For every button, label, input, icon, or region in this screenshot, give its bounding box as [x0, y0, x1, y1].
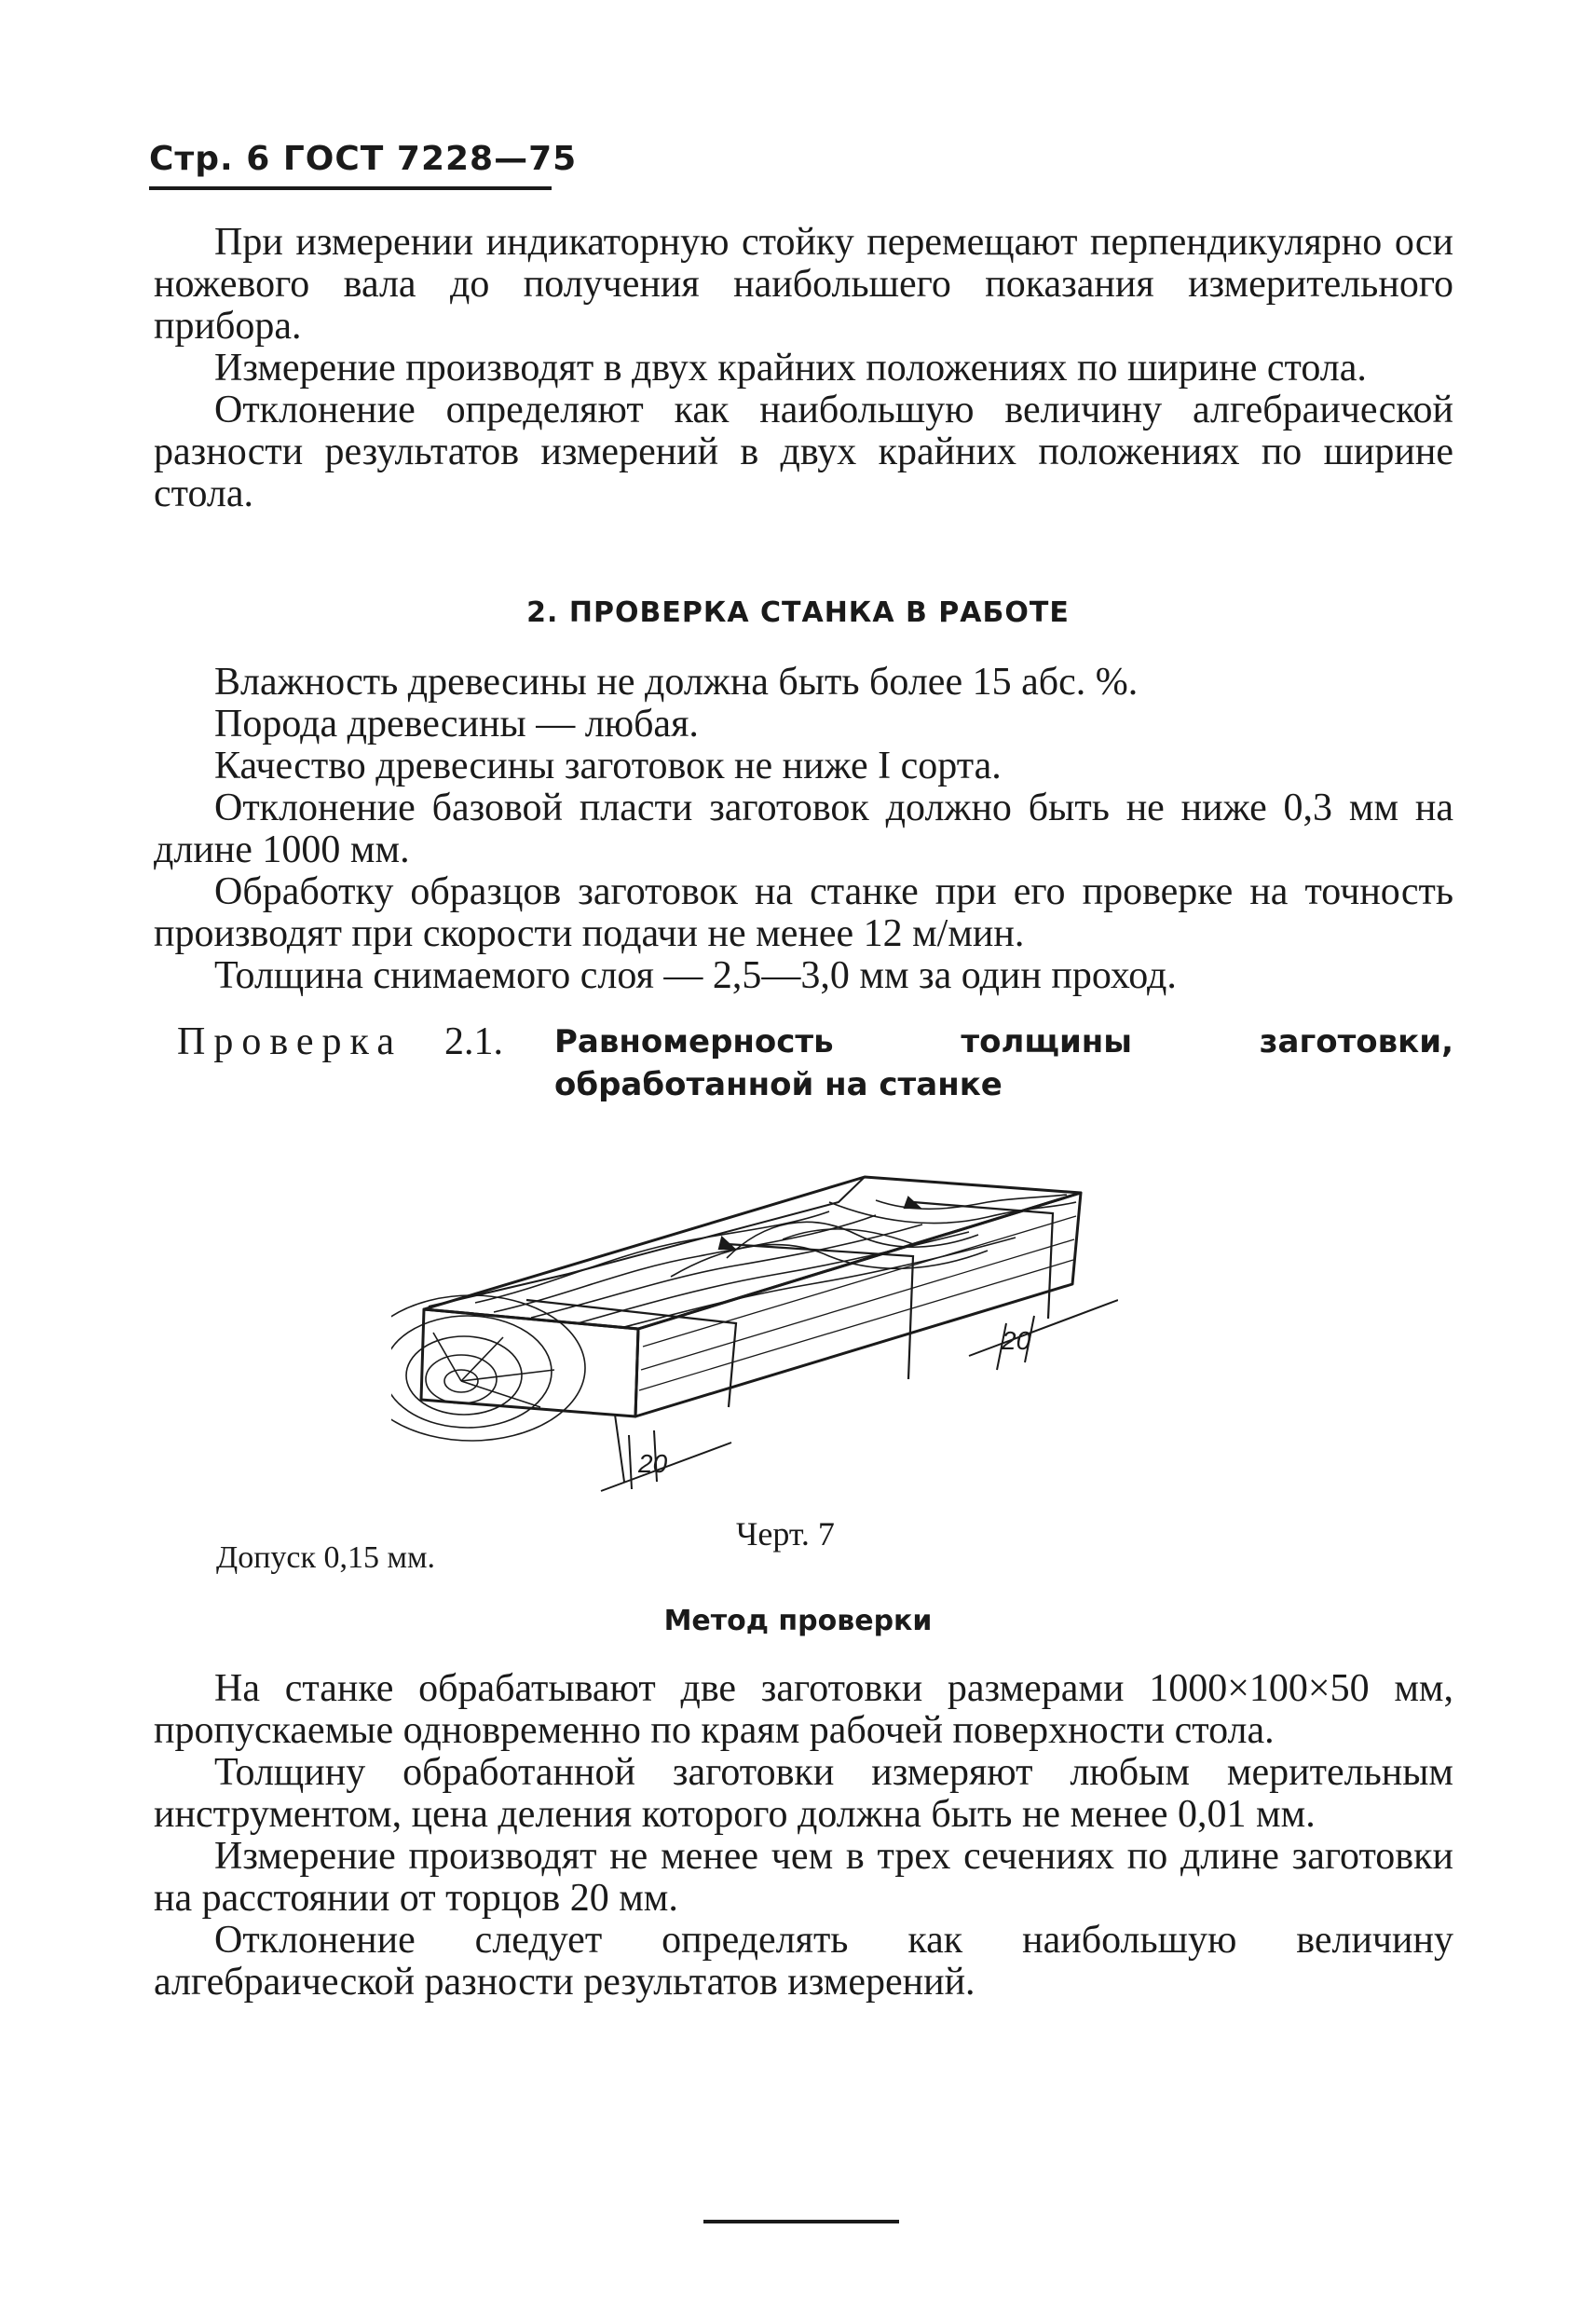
dimension-label-left: 20 [638, 1449, 668, 1478]
paragraph: Измерение производят не менее чем в трех сечениях по длине заготовки на расстоянии от торцов 20 мм. [154, 1835, 1453, 1920]
paragraph: Обработку образцов заготовок на станке при его проверке на точность производят при скорости подачи не менее 12 м/мин. [154, 870, 1453, 955]
tolerance-note: Допуск 0,15 мм. [216, 1540, 436, 1575]
paragraph: На станке обрабатывают две заготовки размерами 1000×100×50 мм, пропускаемые одновременно по краям рабочей поверхности стола. [154, 1667, 1453, 1752]
paragraph: При измерении индикаторную стойку перемещают перпендикулярно оси ножевого вала до получения наибольшего показания измерительного прибора. [154, 221, 1453, 348]
section-heading: 2. ПРОВЕРКА СТАНКА В РАБОТЕ [526, 596, 1070, 629]
workpiece-drawing [391, 1146, 1118, 1510]
check-number: 2.1. [444, 1020, 503, 1063]
paragraph: Толщина снимаемого слоя — 2,5—3,0 мм за один проход. [214, 954, 1177, 997]
method-text [154, 1668, 1453, 2004]
end-rule [703, 2220, 899, 2223]
method-heading: Метод проверки [663, 1605, 933, 1637]
header-underline [149, 186, 552, 190]
figure-caption: Черт. 7 [736, 1515, 835, 1553]
intro-text [154, 222, 1453, 515]
check-title: Равномерность толщины заготовки, обработанной на станке [554, 1023, 1453, 1103]
paragraph: Измерение производят в двух крайних положениях по ширине стола. [214, 347, 1367, 390]
paragraph: Качество древесины заготовок не ниже I сорта. [214, 745, 1002, 787]
paragraph: Порода древесины — любая. [214, 703, 699, 746]
dimension-label-right: 20 [1002, 1326, 1031, 1355]
check-label: Проверка [177, 1020, 402, 1063]
paragraph: Отклонение базовой пласти заготовок должно быть не ниже 0,3 мм на длине 1000 мм. [154, 787, 1453, 871]
paragraph: Отклонение следует определять как наибольшую величину алгебраической разности результатов измерений. [154, 1919, 1453, 2004]
block-end-face [421, 1309, 638, 1416]
paragraph: Влажность древесины не должна быть более 15 абс. %. [214, 661, 1139, 704]
section-2-text [154, 662, 1453, 997]
paragraph: Отклонение определяют как наибольшую величину алгебраической разности результатов измерений в двух крайних положениях по ширине стола. [154, 389, 1453, 515]
page-header: Стр. 6 ГОСТ 7228—75 [149, 140, 578, 178]
paragraph: Толщину обработанной заготовки измеряют любым мерительным инструментом, цена деления которого должна быть не менее 0,01 мм. [154, 1751, 1453, 1836]
